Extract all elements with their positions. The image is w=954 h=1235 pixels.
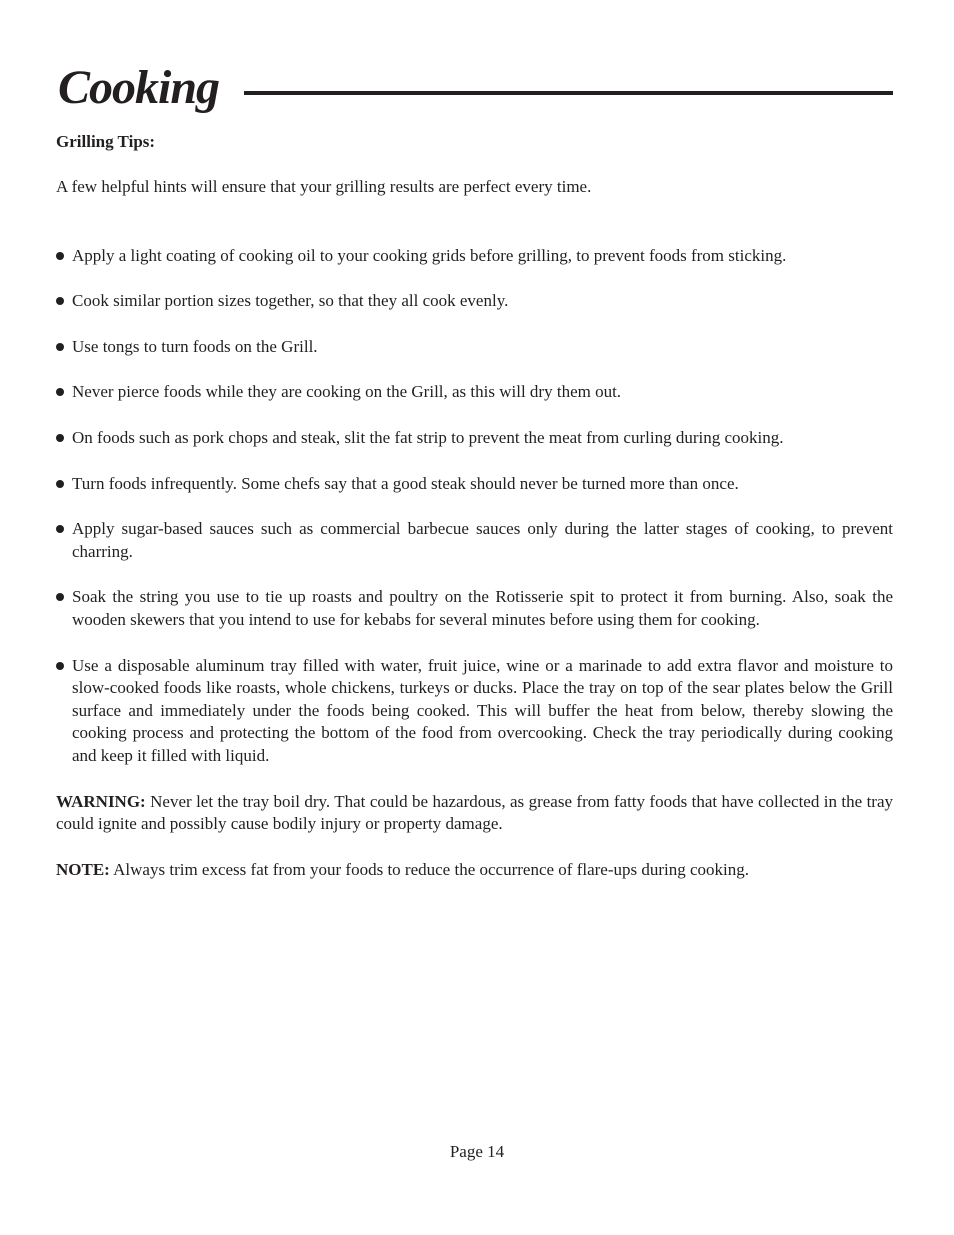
tips-list [56,245,893,768]
list-item [56,245,893,268]
tip-text: Use tongs to turn foods on the Grill. [72,336,318,356]
tip-text: Apply sugar-based sauces such as commercial barbecue sauces only during the latter stages of cooking, to prevent charring. [72,519,893,561]
bullet-icon [56,252,64,260]
tip-text: On foods such as pork chops and steak, slit the fat strip to prevent the meat from curling during cooking. [72,427,784,447]
bullet-icon [56,593,64,601]
tip-text: Turn foods infrequently. Some chefs say that a good steak should never be turned more than once. [72,473,739,493]
tip-text: Apply a light coating of cooking oil to your cooking grids before grilling, to prevent foods from sticking. [72,245,787,265]
list-item [56,427,893,450]
warning-paragraph [56,791,893,836]
bullet-icon [56,343,64,351]
list-item [56,586,893,631]
section-heading: Grilling Tips: [56,132,156,151]
bullet-icon [56,297,64,305]
page-header [58,58,893,118]
bullet-icon [56,434,64,442]
note-text: Always trim excess fat from your foods to reduce the occurrence of flare-ups during cooking. [109,859,750,879]
intro-paragraph: A few helpful hints will ensure that your grilling results are perfect every time. [56,177,592,196]
main-content [56,131,893,904]
page-title: Cooking [58,61,220,114]
list-item [56,655,893,768]
page-number: Page 14 [449,1142,505,1161]
tip-text: Use a disposable aluminum tray filled with water, fruit juice, wine or a marinade to add extra flavor and moisture to slow-cooked foods like roasts, whole chickens, turkeys or ducks. Place the tray on top of the sear plates below the Grill surface and immediately under the foods being cooked. This will buffer the heat from below, thereby slowing the cooking process and protecting the bottom of the food from overcooking. Check the tray periodically during cooking and keep it filled with liquid. [72,655,893,765]
warning-label: WARNING: [56,791,146,811]
title-rule [244,91,893,95]
list-item [56,518,893,563]
list-item [56,381,893,404]
tip-text: Cook similar portion sizes together, so that they all cook evenly. [72,291,509,311]
tip-text: Soak the string you use to tie up roasts and poultry on the Rotisserie spit to protect it from burning. Also, soak the wooden skewers that you intend to use for kebabs for several minutes before using them for cooking. [72,587,893,629]
bullet-icon [56,480,64,488]
list-item [56,290,893,313]
bullet-icon [56,662,64,670]
list-item [56,336,893,359]
note-paragraph [56,859,893,882]
tip-text: Never pierce foods while they are cooking on the Grill, as this will dry them out. [72,382,622,402]
bullet-icon [56,525,64,533]
note-label: NOTE: [56,859,110,879]
warning-text: Never let the tray boil dry. That could be hazardous, as grease from fatty foods that have collected in the tray could ignite and possibly cause bodily injury or property damage. [56,791,893,834]
list-item [56,473,893,496]
bullet-icon [56,388,64,396]
